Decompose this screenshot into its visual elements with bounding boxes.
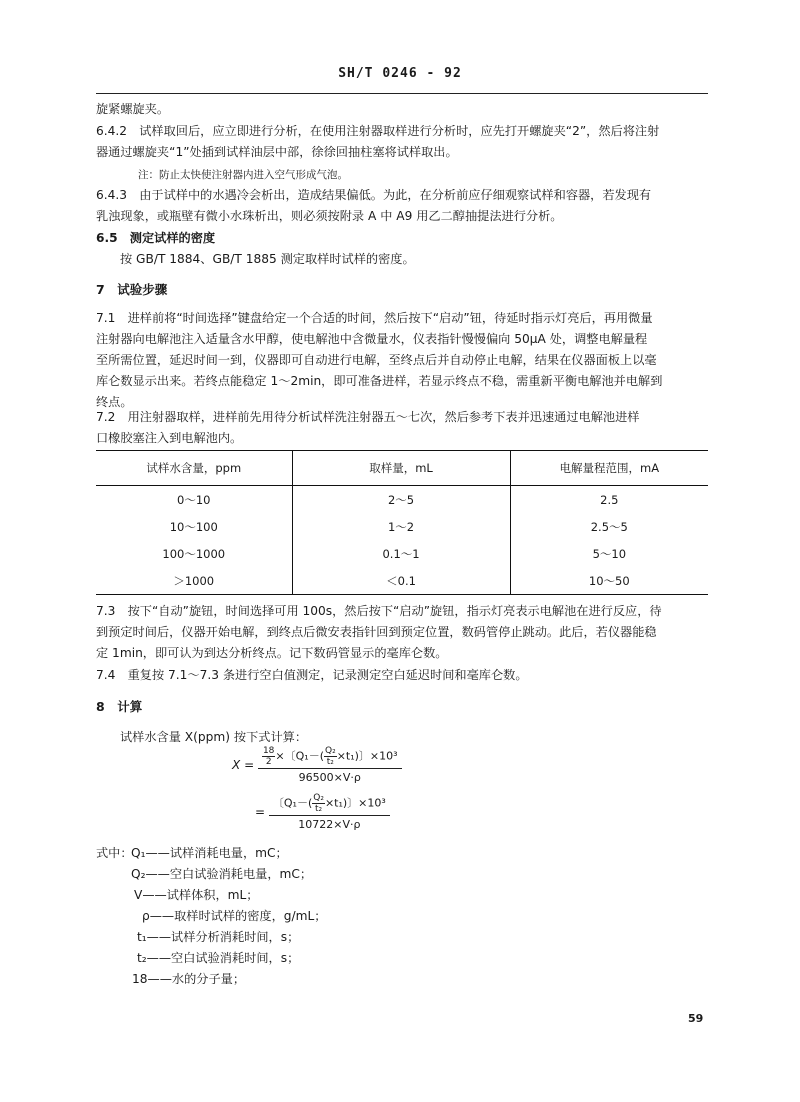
table-row [96, 567, 708, 595]
q2-over-t2-fraction-2 [312, 793, 325, 814]
table-row [96, 540, 708, 567]
header-rule [96, 93, 708, 94]
where-item: t₂——空白试验消耗时间，s； [137, 951, 300, 965]
table-cell: 10～50 [510, 567, 708, 595]
table-cell: ＜0.1 [292, 567, 510, 595]
page-number: 59 [688, 1012, 704, 1025]
formula-lhs: X [232, 758, 241, 772]
formula-equals: = [244, 758, 255, 772]
numerator-2-tail: ×t₁)〕×10³ [324, 796, 386, 810]
formula-denominator-1: 96500×V·ρ [298, 771, 361, 784]
formula-denominator-2: 10722×V·ρ [298, 818, 361, 831]
clause-6-4-2-line2: 器通过螺旋夹“1”处插到试样油层中部，徐徐回抽柱塞将试样取出。 [96, 145, 458, 159]
clause-7-1-line3: 至所需位置，延迟时间一到，仪器即可自动进行电解，至终点后并自动停止电解，结果在仪器面板上以毫 [96, 353, 657, 367]
clause-7-1-line2: 注射器向电解池注入适量含水甲醇，使电解池中含微量水，仪表指针慢慢偏向 50μA 处，调整电解量程 [96, 332, 648, 346]
table-header-cell: 试样水含量，ppm [96, 451, 292, 486]
coef-fraction [262, 746, 275, 767]
table-header-row [96, 451, 708, 486]
clause-7-2-line2: 口橡胶塞注入到电解池内。 [96, 431, 243, 445]
standard-code-header: SH/T 0246 - 92 [338, 66, 462, 81]
table-cell: 100～1000 [162, 546, 226, 561]
table-cell: 2.5～5 [510, 513, 708, 540]
clause-7-2-line1: 7.2 用注射器取样，进样前先用待分析试样洗注射器五～七次，然后参考下表并迅速通过电解池进样 [96, 410, 640, 424]
where-item: t₁——试样分析消耗时间，s； [137, 930, 300, 944]
section-7-title: 7 试验步骤 [96, 282, 168, 297]
formula-line-1 [232, 746, 402, 784]
numerator-tail: ×t₁)〕×10³ [336, 749, 398, 763]
table-cell: 10～100 [169, 519, 218, 534]
formula-intro: 试样水含量 X(ppm) 按下式计算： [120, 730, 308, 744]
formula-fraction-1 [258, 746, 402, 784]
table-cell: 5～10 [510, 540, 708, 567]
clause-7-3-line3: 定 1min，即可认为到达分析终点。记下数码管显示的毫库仑数。 [96, 646, 448, 660]
where-item: V——试样体积，mL； [134, 888, 259, 902]
clause-7-3-line2: 到预定时间后，仪器开始电解，到终点后微安表指针回到预定位置，数码管停止跳动。此后，若仪器能稳 [96, 625, 657, 639]
q2-symbol: Q₂ [313, 793, 324, 803]
clause-6-4-2-line1: 6.4.2 试样取回后，应立即进行分析，在使用注射器取样进行分析时，应先打开螺旋夹“2”，然后将注射 [96, 124, 660, 138]
where-lead: 式中： [96, 846, 133, 860]
table-cell: 2～5 [292, 486, 510, 514]
section-8-title: 8 计算 [96, 699, 143, 714]
clause-7-1-line5: 终点。 [96, 395, 133, 409]
clause-7-3-line1: 7.3 按下“自动”旋钮，时间选择可用 100s，然后按下“启动”旋钮，指示灯亮表示电解池在进行反应，待 [96, 604, 662, 618]
table-cell: 0～10 [177, 492, 211, 507]
clause-7-1-line1: 7.1 进样前将“时间选择”键盘给定一个合适的时间，然后按下“启动”钮，待延时指示灯亮后，再用微量 [96, 311, 653, 325]
formula-line-2 [255, 793, 390, 831]
coef-numerator: 18 [262, 746, 275, 756]
t2-symbol: t₂ [315, 804, 323, 814]
where-item: 18——水的分子量； [132, 972, 246, 986]
q2-symbol: Q₂ [324, 746, 336, 756]
clause-6-4-2-note: 注：防止太快使注射器内进入空气形成气泡。 [138, 169, 348, 181]
table-cell: 1～2 [292, 513, 510, 540]
table-cell: ＞1000 [96, 567, 292, 595]
where-item: Q₂——空白试验消耗电量，mC； [131, 867, 313, 881]
clause-6-5-title: 6.5 测定试样的密度 [96, 231, 216, 245]
where-item: Q₁——试样消耗电量，mC； [131, 846, 288, 860]
table-header-cell: 取样量，mL [292, 451, 510, 486]
coef-denominator: 2 [265, 757, 272, 767]
clause-6-5-text: 按 GB/T 1884、GB/T 1885 测定取样时试样的密度。 [120, 252, 415, 266]
numerator-2-head: 〔Q₁－( [272, 796, 313, 810]
table-header-cell: 电解量程范围，mA [510, 451, 708, 486]
sampling-table [96, 450, 708, 595]
table-cell: 0.1～1 [292, 540, 510, 567]
clause-6-4-3-line2: 乳浊现象，或瓶壁有微小水珠析出，则必须按附录 A 中 A9 用乙二醇抽提法进行分析。 [96, 209, 563, 223]
clause-7-1-line4: 库仑数显示出来。若终点能稳定 1～2min，即可准备进样，若显示终点不稳，需重新平衡电解池并电解到 [96, 374, 663, 388]
table-row [96, 513, 708, 540]
clause-6-4-2-continuation: 旋紧螺旋夹。 [96, 102, 170, 116]
formula-numerator-2 [269, 793, 390, 816]
t2-symbol: t₂ [326, 757, 334, 767]
where-item: ρ——取样时试样的密度，g/mL； [142, 909, 327, 923]
clause-7-4-line1: 7.4 重复按 7.1～7.3 条进行空白值测定，记录测定空白延迟时间和毫库仑数。 [96, 668, 528, 682]
formula-fraction-2 [269, 793, 390, 831]
formula-equals-2: = [255, 805, 266, 819]
table-cell: 2.5 [510, 486, 708, 514]
formula-numerator-1 [258, 746, 402, 769]
q2-over-t2-fraction [324, 746, 337, 767]
clause-6-4-3-line1: 6.4.3 由于试样中的水遇冷会析出，造成结果偏低。为此，在分析前应仔细观察试样和容器，若发现有 [96, 188, 652, 202]
table-row [96, 486, 708, 514]
numerator-body: ×〔Q₁－( [275, 749, 324, 763]
